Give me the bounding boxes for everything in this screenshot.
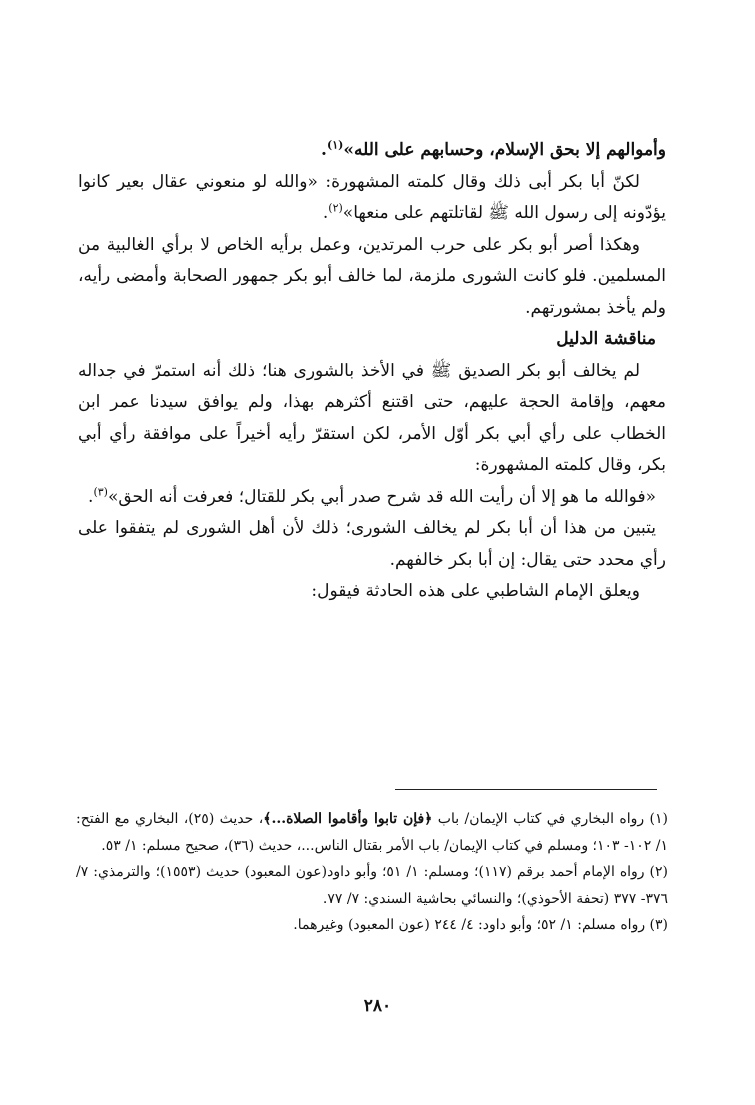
- paragraph-insistence: وهكذا أصر أبو بكر على حرب المرتدين، وعمل برأيه الخاص لا برأي الغالبية من المسلمين. فلو كانت الشورى ملزمة، لما خالف أبو بكر جمهور الصحابة وأمضى رأيه، ولم يأخذ بمشورتهم.: [78, 234, 666, 318]
- paragraph-shatibi-intro: ويعلق الإمام الشاطبي على هذه الحادثة فيقول:: [311, 581, 640, 601]
- footnotes: [76, 806, 668, 939]
- quote-ending-line: وأموالهم إلا بحق الإسلام، وحسابهم على الله»$^{(١)}$.: [321, 138, 666, 160]
- footnote-3: (٣) رواه مسلم: ١/ ٥٢؛ وأبو داود: ٤/ ٢٤٤ (عون المعبود) وغيرهما.: [293, 917, 668, 933]
- main-text: [78, 135, 666, 608]
- footnote-separator: [395, 789, 657, 790]
- paragraph-discussion: لم يخالف أبو بكر الصديق ﷺ في الأخذ بالشورى هنا؛ ذلك أنه استمرّ في جداله معهم، وإقامة الحجة عليهم، حتى اقتنع أكثرهم بهذا، ولم يوافق سيدنا عمر ابن الخطاب على رأي أبي بكر أوّل الأمر، لكن استقرّ رأيه أخيراً على موافقة رأي أبي بكر، وقال كلمته المشهورة:: [78, 360, 666, 475]
- footnote-ref-2[interactable]: (٢): [328, 201, 343, 215]
- footnote-2: (٢) رواه الإمام أحمد برقم (١١٧)؛ ومسلم: ١/ ٥١؛ وأبو داود(عون المعبود) حديث (١٥٥٣)؛ والترمذي: ٧/ ٣٧٦- ٣٧٧ (تحفة الأحوذي)؛ والنسائي بحاشية السندي: ٧/ ٧٧.: [76, 864, 668, 907]
- page-number: ٢٨٠: [363, 996, 392, 1016]
- footnote-1: (١) رواه البخاري في كتاب الإيمان/ باب ﴿فإن تابوا وأقاموا الصلاة...﴾، حديث (٢٥)، البخاري مع الفتح: ١/ ١٠٢- ١٠٣؛ ومسلم في كتاب الإيمان/ باب الأمر بقتال الناس...، حديث (٣٦)، صحيح مسلم: ١/ ٥٣.: [76, 811, 668, 854]
- paragraph-abu-bakr-refusal: لكنّ أبا بكر أبى ذلك وقال كلمته المشهورة: «والله لو منعوني عقال بعير كانوا يؤدّونه إلى رسول الله ﷺ لقاتلتهم على منعها»$^{(٢)}$.: [78, 171, 666, 223]
- section-heading: مناقشة الدليل: [556, 329, 656, 349]
- paragraph-umar-quote: «فوالله ما هو إلا أن رأيت الله قد شرح صدر أبي بكر للقتال؛ فعرفت أنه الحق»$^{(٣)}$.: [88, 484, 656, 507]
- paragraph-conclusion: يتبين من هذا أن أبا بكر لم يخالف الشورى؛ ذلك لأن أهل الشورى لم يتفقوا على رأي محدد حتى يقال: إن أبا بكر خالفهم.: [78, 518, 666, 570]
- footnote-ref-1[interactable]: (١): [326, 138, 344, 152]
- footnote-ref-3[interactable]: (٣): [93, 484, 108, 498]
